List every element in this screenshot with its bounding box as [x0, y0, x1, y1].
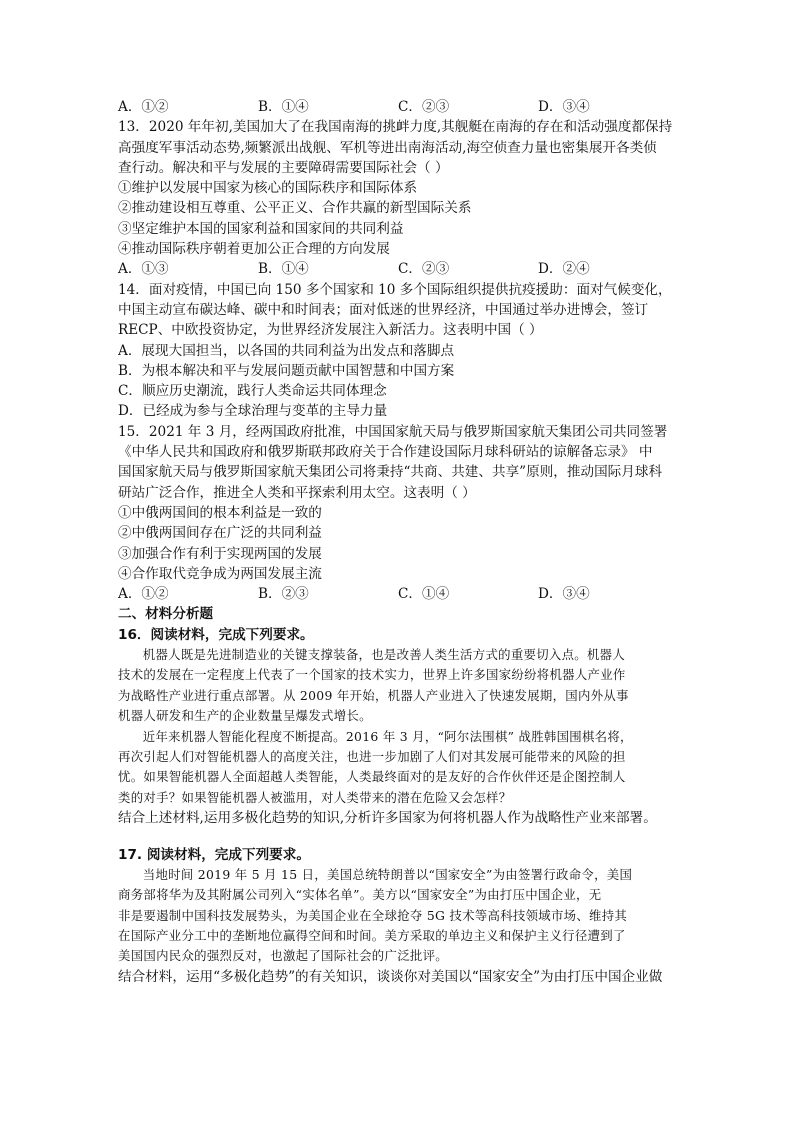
q13-option-b[interactable]: B．①④ [258, 261, 309, 278]
q13-item: ①维护以发展中国家为核心的国际秩序和国际体系 [118, 180, 418, 197]
spacer [118, 829, 678, 845]
q16-material-line: 机器人既是先进制造业的关键支撑装备，也是改善人类生活方式的重要切入点。机器人 [142, 647, 626, 663]
q15-options [118, 584, 678, 604]
q16-material-line: 为战略性产业进行重点部署。从 2009 年开始，机器人产业进入了快速发展期，国内外从事 [118, 687, 629, 703]
q12-option-a[interactable]: A．①② [118, 99, 169, 115]
q17-material-line: 非是要遏制中国科技发展势头，为美国企业在全球抢夺 5G 技术等高科技领域市场、维持其 [118, 907, 628, 923]
q14-option-d[interactable]: D．已经成为参与全球治理与变革的主导力量 [118, 403, 388, 420]
q17-material-line: 商务部将华为及其附属公司列入“实体名单”。美方以“国家安全”为由打压中国企业，无 [118, 887, 602, 903]
q15-stem-line: 国国家航天局与俄罗斯国家航天集团公司将秉持“共商、共建、共享”原则，推动国际月球科 [118, 464, 663, 481]
q13-stem-line: 高强度军事活动态势,频繁派出战舰、军机等进出南海活动,海空侦查力量也密集展开各类侦 [118, 139, 657, 156]
q14-option-b[interactable]: B．为根本解决和平与发展问题贡献中国智慧和中国方案 [118, 362, 455, 379]
q17-material-line: 当地时间 2019 年 5 月 15 日，美国总统特朗普以“国家安全”为由签署行政命令，美国 [142, 866, 633, 882]
q16-material-line: 机器人研发和生产的企业数量呈爆发式增长。 [118, 708, 372, 724]
q15-option-d[interactable]: D．③④ [538, 586, 590, 603]
q14-option-a[interactable]: A．展现大国担当，以各国的共同利益为出发点和落脚点 [118, 342, 455, 359]
q15-item: ④合作取代竞争成为两国发展主流 [118, 565, 322, 582]
q16-material-line: 再次引起人们对智能机器人的高度关注，也进一步加剧了人们对其发展可能带来的风险的担 [118, 749, 626, 765]
q14-stem-line: 中国主动宣布碳达峰、碳中和时间表；面对低迷的世界经济，中国通过举办进博会，签订 [118, 301, 649, 318]
q15-item: ③加强合作有利于实现两国的发展 [118, 545, 322, 562]
q17-material-line: 美国国内民众的强烈反对，也激起了国际社会的广泛批评。 [118, 948, 448, 964]
q13-options [118, 259, 678, 279]
section-2-title: 二、材料分析题 [118, 606, 214, 623]
q13-option-a[interactable]: A．①③ [118, 261, 169, 278]
q15-option-c[interactable]: C．①④ [398, 586, 450, 603]
document-content [118, 97, 678, 987]
q12-option-c[interactable]: C．②③ [398, 99, 450, 115]
q13-option-d[interactable]: D．②④ [538, 261, 590, 278]
q17-material-line: 在国际产业分工中的垄断地位赢得空间和时间。美方采取的单边主义和保护主义行径遭到了 [118, 928, 626, 944]
question-17 [118, 845, 678, 988]
q16-question: 结合上述材料,运用多极化趋势的知识,分析许多国家为何将机器人作为战略性产业来部署。 [118, 810, 657, 827]
question-13 [118, 117, 678, 279]
q16-title: 16．阅读材料，完成下列要求。 [118, 626, 314, 643]
q14-stem-line: 14．面对疫情，中国已向 150 多个国家和 10 多个国际组织提供抗疫援助：面对气候变化， [118, 281, 672, 298]
q12-option-d[interactable]: D．③④ [538, 99, 590, 115]
q13-stem-line: 13．2020 年年初,美国加大了在我国南海的挑衅力度,其舰艇在南海的存在和活动强度都保持 [118, 119, 673, 136]
q14-stem-line: RECP、中欧投资协定，为世界经济发展注入新活力。这表明中国（ ） [118, 322, 543, 339]
q15-stem-line: 《中华人民共和国政府和俄罗斯联邦政府关于合作建设国际月球科研站的谅解备忘录》 中 [118, 444, 653, 461]
q13-option-c[interactable]: C．②③ [398, 261, 450, 278]
question-14 [118, 280, 678, 422]
q15-item: ②中俄两国间存在广泛的共同利益 [118, 525, 322, 542]
q13-item: ③坚定维护本国的国家利益和国家间的共同利益 [118, 220, 404, 237]
q12-options [118, 97, 678, 117]
q15-item: ①中俄两国间的根本利益是一致的 [118, 504, 322, 521]
q17-question: 结合材料，运用“多极化趋势”的有关知识，谈谈你对美国以“国家安全”为由打压中国企业做 [118, 968, 663, 985]
q15-option-a[interactable]: A．①② [118, 586, 169, 603]
q13-stem-line: 查行动。解决和平与发展的主要障碍需要国际社会（ ） [118, 159, 449, 176]
question-16 [118, 625, 678, 829]
q16-material-line: 忧。如果智能机器人全面超越人类智能，人类最终面对的是友好的合作伙伴还是企图控制人 [118, 769, 626, 785]
question-15 [118, 422, 678, 605]
q14-option-c[interactable]: C．顺应历史潮流，践行人类命运共同体理念 [118, 383, 387, 400]
q17-title: 17. 阅读材料，完成下列要求。 [118, 846, 310, 863]
q15-option-b[interactable]: B．②③ [258, 586, 309, 603]
q12-option-b[interactable]: B．①④ [258, 99, 309, 115]
q13-item: ②推动建设相互尊重、公平正义、合作共赢的新型国际关系 [118, 200, 472, 217]
q16-material-line: 近年来机器人智能化程度不断提高。2016 年 3 月，“阿尔法围棋” 战胜韩国围棋名将， [142, 728, 633, 744]
q16-material-line: 技术的发展在一定程度上代表了一个国家的技术实力，世界上许多国家纷纷将机器人产业作 [118, 667, 626, 683]
q15-stem-line: 15．2021 年 3 月，经两国政府批准，中国国家航天局与俄罗斯国家航天集团公司共同签署 [118, 423, 668, 440]
q16-material-line: 类的对手？如果智能机器人被滥用，对人类带来的潜在危险又会怎样？ [118, 789, 512, 805]
q13-item: ④推动国际秩序朝着更加公正合理的方向发展 [118, 241, 390, 258]
q15-stem-line: 研站广泛合作，推进全人类和平探索利用太空。这表明（ ） [118, 484, 476, 501]
